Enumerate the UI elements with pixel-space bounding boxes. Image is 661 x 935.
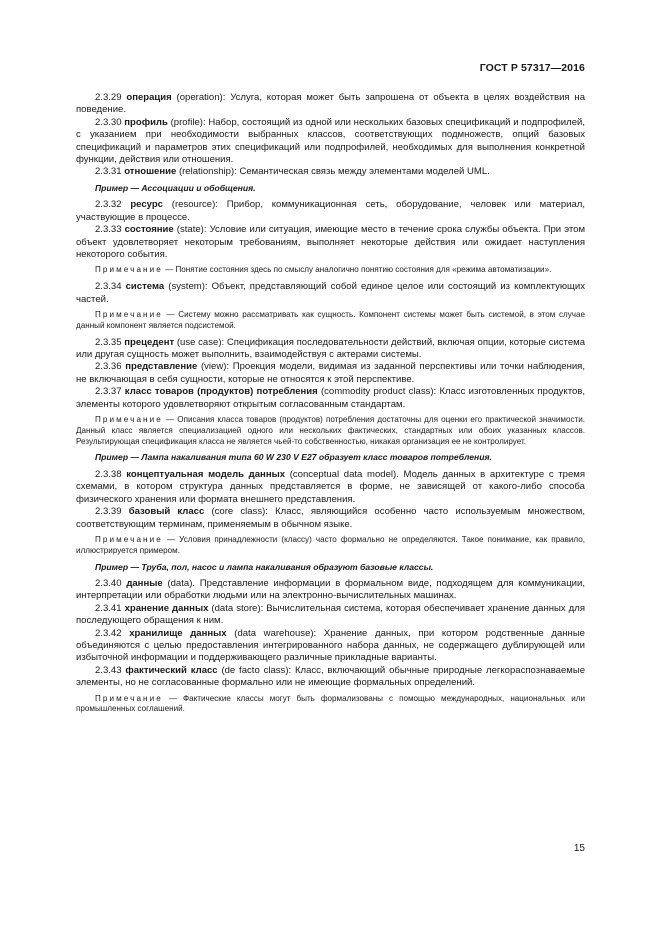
definition-paragraph: 2.3.37 класс товаров (продуктов) потребления (commodity product class): Класс изготовленных продуктов, элементы которого удовлетворяют открытым согласованным стандартам. [76,386,585,410]
definition-paragraph: 2.3.40 данные (data). Представление информации в формальном виде, подходящем для коммуникации, интерпретации или обработки людьми или на электронно-вычислительных машинах. [76,578,585,602]
page-number: 15 [573,843,585,854]
note-paragraph: Примечание — Систему можно рассматривать как сущность. Компонент системы может быть системой, в этом случае данный компонент является подсистемой. [76,309,585,330]
definition-paragraph: 2.3.32 ресурс (resource): Прибор, коммуникационная сеть, оборудование, человек или материал, участвующие в процессе. [76,199,585,223]
note-paragraph: Примечание — Понятие состояния здесь по смыслу аналогично понятию состояния для «режима автоматизации». [95,265,552,275]
document-header: ГОСТ Р 57317—2016 [479,62,585,74]
example-line: Пример — Труба, пол, насос и лампа накаливания образуют базовые классы. [95,561,434,572]
definition-paragraph: 2.3.36 представление (view): Проекция модели, видимая из заданной перспективы или точки наблюдения, не включающая в себя сущности, которые не относятся к этой перспективе. [76,361,586,385]
definition-paragraph: 2.3.35 прецедент (use case): Спецификация последовательности действий, включая опции, которые система или другая сущность может выполнить, взаимодействуя с актерами системы. [76,336,586,360]
definition-paragraph: 2.3.41 хранение данных (data store): Вычислительная система, которая обеспечивает хранение данных для последующего обращения к ним. [76,602,585,627]
note-paragraph: Примечание — Описания класса товаров (продуктов) потребления достаточны для оценки его практической значимости. Данный класс является специализацией одного или нескольких фактических, стандартных или обоих указанных классов. Результирующая спецификация класса не является чьей-то собственностью, никакая организация ее не контролирует. [76,415,585,446]
definition-paragraph: 2.3.30 профиль (profile): Набор, состоящий из одной или нескольких базовых спецификаций и подпрофилей, с указанием при необходимости выбранных классов, соответствующих подмножеств, опций базовых спецификаций и параметров этих спецификаций или подпрофилей, необходимых для выполнения конкретной функции, действия или отношения. [76,116,585,166]
definition-paragraph: 2.3.39 базовый класс (core class): Класс, являющийся особенно часто используемым множеством, соответствующим терминам, применяемым в обычном языке. [76,506,586,530]
example-line: Пример — Ассоциации и обобщения. [95,182,256,193]
definition-paragraph: 2.3.31 отношение (relationship): Семантическая связь между элементами моделей UML. [95,166,490,178]
document-body [76,92,585,720]
note-paragraph: Примечание — Фактические классы могут быть формализованы с помощью международных, национальных или промышленных соглашений. [76,693,585,714]
definition-paragraph: 2.3.29 операция (operation): Услуга, которая может быть запрошена от объекта в целях воздействия на поведение. [76,92,586,116]
note-paragraph: Примечание — Условия принадлежности (классу) часто формально не определяются. Такое понимание, как правило, иллюстрируется примером. [76,534,585,555]
definition-paragraph: 2.3.38 концептуальная модель данных (conceptual data model). Модель данных в архитектуре с тремя схемами, в котором структура данных представляется в форме, не зависящей от какого-либо способа физического хранения или формата внешнего представления. [76,468,585,505]
definition-paragraph: 2.3.33 состояние (state): Условие или ситуация, имеющие место в течение срока службы объекта. При этом объект удовлетворяет некоторым требованиям, выполняет некоторые действия или ожидает наступления некоторого события. [76,224,586,260]
definition-paragraph: 2.3.43 фактический класс (de facto class): Класс, включающий обычные природные легкораспознаваемые элементы, но не согласованные формально или не имеющие формальных определений. [76,664,586,689]
example-line: Пример — Лампа накаливания типа 60 W 230 V E27 образует класс товаров потребления. [95,452,492,463]
definition-paragraph: 2.3.42 хранилище данных (data warehouse): Хранение данных, при котором родственные данные объединяются с целью предоставления интегрированного набора данных, не содержащего дублирующей или избыточной информации и поддерживающего различные прикладные варианты. [76,627,585,664]
definition-paragraph: 2.3.34 система (system): Объект, представляющий собой единое целое или состоящий из комплектующих частей. [76,281,585,305]
